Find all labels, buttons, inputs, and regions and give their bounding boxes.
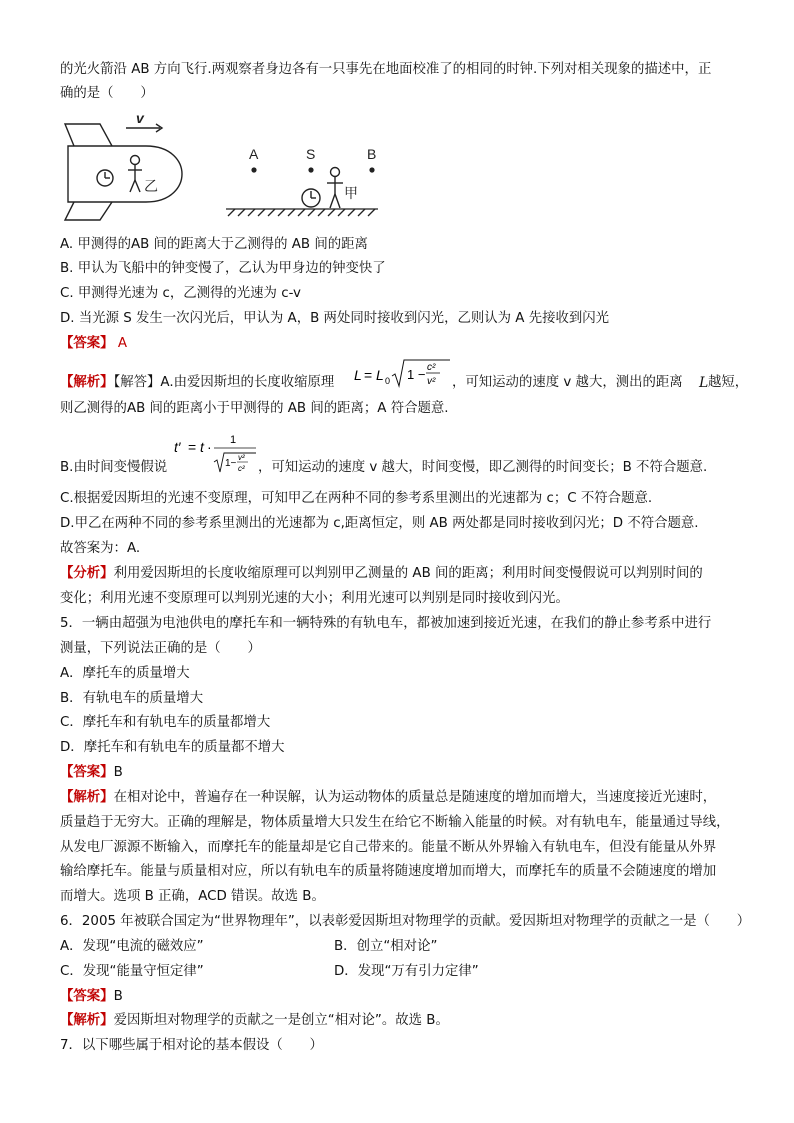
analysis-a-text: 【解答】A.由爱因斯坦的长度收缩原理	[113, 375, 335, 390]
answer-value: A	[113, 336, 127, 351]
q6-analysis	[60, 1012, 449, 1030]
analysis-tag: 【解析】	[60, 790, 114, 805]
length-contraction-formula	[354, 358, 452, 392]
q5-option-c: C．摩托车和有轨电车的质量都增大	[60, 715, 271, 730]
q4-analysis-d: D.甲乙在两种不同的参考系里测出的光速都为 c,距离恒定，则 AB 两处都是同时接收到闪光；D 不符合题意.	[60, 516, 699, 531]
q5-option-a: A．摩托车的质量增大	[60, 666, 190, 681]
fenxi-tag: 【分析】	[60, 566, 114, 581]
q6-option-b: B．创立“相对论”	[334, 939, 438, 954]
svg-text:1−: 1−	[225, 458, 237, 469]
ground	[226, 209, 378, 216]
q5-analysis-5: 而增大。选项 B 正确，ACD 错误。故选 B。	[60, 889, 325, 904]
analysis-tag: 【解析】	[60, 375, 114, 390]
q6-option-a: A．发现“电流的磁效应”	[60, 939, 204, 954]
velocity-arrow	[126, 124, 162, 132]
svg-text:1: 1	[230, 434, 237, 446]
q4-analysis-b-text: B.由时间变慢假说	[60, 460, 168, 475]
q7-stem: 7．以下哪些属于相对论的基本假设（ ）	[60, 1038, 323, 1053]
q4-analysis-c: C.根据爱因斯坦的光速不变原理，可知甲乙在两种不同的参考系里测出的光速都为 c；C 不符合题意.	[60, 491, 653, 506]
q4-analysis-a-text-c: 越短，	[708, 375, 749, 390]
q4-option-a: A. 甲测得的AB 间的距离大于乙测得的 AB 间的距离	[60, 237, 368, 252]
point-a-label: A	[249, 146, 259, 162]
q5-option-d: D．摩托车和有轨电车的质量都不增大	[60, 740, 285, 755]
q4-option-b: B. 甲认为飞船中的钟变慢了，乙认为甲身边的钟变快了	[60, 261, 386, 276]
answer-value: B	[113, 765, 123, 780]
person-a-label: 甲	[344, 185, 358, 201]
svg-text:t: t	[200, 439, 204, 455]
q4-option-d: D. 当光源 S 发生一次闪光后，甲认为 A，B 两处同时接收到闪光，乙则认为 A 先接收到闪光	[60, 311, 610, 326]
answer-tag: 【答案】	[60, 989, 114, 1004]
q4-analysis-a-line	[60, 374, 334, 392]
svg-text:=: =	[364, 367, 373, 383]
q5-analysis-1	[60, 789, 716, 807]
point-s	[308, 167, 313, 172]
svg-text:·: ·	[207, 439, 212, 455]
q4-fenxi-2: 变化；利用光速不变原理可以判别光速的大小；利用光速可以判别是同时接收到闪光。	[60, 591, 569, 606]
svg-text:c²: c²	[238, 464, 245, 473]
q4-answer	[60, 335, 127, 353]
q5-answer	[60, 764, 123, 782]
q4-fenxi-1	[60, 565, 703, 583]
rocket-figure	[60, 112, 400, 224]
point-a	[251, 167, 256, 172]
q4-analysis-a2: 则乙测得的AB 间的距离小于甲测得的 AB 间的距离；A 符合题意.	[60, 401, 449, 416]
intro-line-1: 的光火箭沿 AB 方向飞行.两观察者身边各有一只事先在地面校准了的相同的时钟.下列对相关现象的描述中，正	[60, 62, 712, 77]
person-b-label: 乙	[144, 178, 158, 194]
q5-stem-2: 测量，下列说法正确的是（ ）	[60, 641, 261, 656]
time-dilation-formula	[172, 430, 258, 476]
svg-text:v²: v²	[238, 453, 245, 462]
svg-text:1 −: 1 −	[407, 367, 426, 382]
velocity-label: v	[136, 112, 144, 126]
q5-analysis-3: 从发电厂源源不断输入，而摩托车的能量却是它自己带来的。能量不断从外界输入有轨电车，但没有能量从外界	[60, 840, 717, 855]
answer-value: B	[113, 989, 123, 1004]
point-b	[369, 167, 374, 172]
svg-text:v²: v²	[427, 376, 436, 387]
q4-option-c: C. 甲测得光速为 c，乙测得的光速为 c-v	[60, 286, 301, 301]
q4-analysis-b-text-b: ，可知运动的速度 v 越大，时间变慢，即乙测得的时间变长；B 不符合题意.	[258, 460, 708, 475]
answer-tag: 【答案】	[60, 336, 114, 351]
intro-line-2: 确的是（ ）	[60, 86, 154, 101]
fenxi-text-1: 利用爱因斯坦的长度收缩原理可以判别甲乙测量的 AB 间的距离；利用时间变慢假说可以判别时间的	[113, 566, 703, 581]
q5-stem-1: 5．一辆由超强为电池供电的摩托车和一辆特殊的有轨电车，都被加速到接近光速，在我们的静止参考系中进行	[60, 616, 712, 631]
svg-text:t′: t′	[174, 439, 181, 455]
svg-text:L: L	[376, 367, 384, 383]
q6-option-c: C．发现“能量守恒定律”	[60, 964, 204, 979]
point-s-label: S	[306, 146, 316, 162]
analysis-text: 在相对论中，普遍存在一种误解，认为运动物体的质量总是随速度的增加而增大，当速度接近光速时，	[113, 790, 717, 805]
svg-text:0: 0	[385, 376, 391, 386]
q5-option-b: B．有轨电车的质量增大	[60, 691, 204, 706]
svg-text:c²: c²	[427, 362, 436, 373]
q6-option-d: D．发现“万有引力定律”	[334, 964, 479, 979]
analysis-text: 爱因斯坦对物理学的贡献之一是创立“相对论”。故选 B。	[113, 1013, 449, 1028]
point-b-label: B	[367, 146, 377, 162]
analysis-tag: 【解析】	[60, 1013, 114, 1028]
rocket	[65, 124, 182, 220]
q5-analysis-2: 质量趋于无穷大。正确的理解是，物体质量增大只发生在给它不断输入能量的时候。对有轨电车，能量通过导线，	[60, 815, 730, 830]
answer-tag: 【答案】	[60, 765, 114, 780]
q4-conclusion: 故答案为：A.	[60, 541, 141, 556]
q6-answer	[60, 988, 123, 1006]
q5-analysis-4: 输给摩托车。能量与质量相对应，所以有轨电车的质量将随速度增加而增大，而摩托车的质量不会随速度的增加	[60, 864, 717, 879]
q4-analysis-a-text-b: ，可知运动的速度 v 越大，测出的距离	[452, 375, 683, 390]
q6-stem: 6．2005 年被联合国定为“世界物理年”，以表彰爱因斯坦对物理学的贡献。爱因斯坦对物理学的贡献之一是（ ）	[60, 914, 751, 929]
svg-text:L: L	[354, 367, 362, 383]
ground-observer	[302, 168, 343, 209]
svg-text:=: =	[188, 439, 197, 455]
length-symbol: L	[699, 375, 709, 391]
